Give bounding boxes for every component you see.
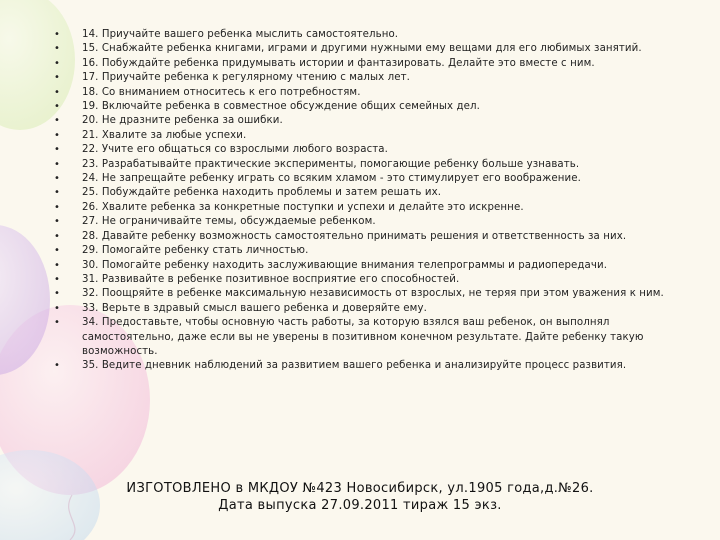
- list-item-text: 27. Не ограничивайте темы, обсуждаемые ребенком.: [82, 216, 376, 228]
- list-item-text: 35. Ведите дневник наблюдений за развитием вашего ребенка и анализируйте процесс развития.: [82, 360, 627, 372]
- bullet-icon: •: [54, 129, 60, 141]
- bullet-icon: •: [54, 72, 60, 84]
- list-item: [52, 28, 692, 42]
- list-item-text: 28. Давайте ребенку возможность самостоятельно принимать решения и ответственность за них.: [82, 230, 627, 242]
- list-item: [52, 129, 692, 143]
- list-item-text: 30. Помогайте ребенку находить заслуживающие внимания телепрограммы и радиопередачи.: [82, 259, 608, 271]
- list-item: [52, 42, 692, 56]
- bullet-icon: •: [54, 57, 60, 69]
- list-item: [52, 158, 692, 172]
- list-item: [52, 186, 692, 200]
- list-item: [52, 114, 692, 128]
- bullet-icon: •: [54, 302, 60, 314]
- list-item-text: 18. Со вниманием относитесь к его потребностям.: [82, 86, 361, 98]
- footer-issue-line: Дата выпуска 27.09.2011 тираж 15 экз.: [218, 498, 502, 513]
- list-item-text: 14. Приучайте вашего ребенка мыслить самостоятельно.: [82, 29, 399, 40]
- bullet-icon: •: [54, 259, 60, 271]
- bullet-icon: •: [54, 317, 60, 329]
- bullet-icon: •: [54, 230, 60, 242]
- list-item: [52, 57, 692, 71]
- bullet-icon: •: [54, 201, 60, 213]
- bullet-icon: •: [54, 43, 60, 55]
- tips-list: [52, 28, 692, 374]
- list-item-text: 20. Не дразните ребенка за ошибки.: [82, 115, 283, 127]
- list-item-text: 32. Поощряйте в ребенке максимальную независимость от взрослых, не теряя при этом уважения к ним.: [82, 288, 664, 300]
- bullet-icon: •: [54, 115, 60, 127]
- list-item: [52, 244, 692, 258]
- footer: [0, 480, 720, 514]
- list-item-text: 31. Развивайте в ребенке позитивное восприятие его способностей.: [82, 273, 460, 285]
- list-item: [52, 215, 692, 229]
- footer-publisher-line: ИЗГОТОВЛЕНО в МКДОУ №423 Новосибирск, ул.1905 года,д.№26.: [126, 481, 594, 496]
- bullet-icon: •: [54, 360, 60, 372]
- list-item-text: 24. Не запрещайте ребенку играть со всяким хламом - это стимулирует его воображение.: [82, 173, 581, 185]
- bullet-icon: •: [54, 144, 60, 156]
- bullet-icon: •: [54, 273, 60, 285]
- list-item: [52, 143, 692, 157]
- list-item: [52, 287, 692, 301]
- list-item-text: 25. Побуждайте ребенка находить проблемы и затем решать их.: [82, 187, 442, 199]
- list-item: [52, 259, 692, 273]
- list-item-text: 23. Разрабатывайте практические эксперименты, помогающие ребенку больше узнавать.: [82, 158, 580, 170]
- list-item: [52, 100, 692, 114]
- bullet-icon: •: [54, 29, 60, 40]
- bullet-icon: •: [54, 187, 60, 199]
- bullet-icon: •: [54, 245, 60, 257]
- list-item: [52, 230, 692, 244]
- list-item-text: 26. Хвалите ребенка за конкретные поступки и успехи и делайте это искренне.: [82, 201, 524, 213]
- list-item: [52, 71, 692, 85]
- bullet-icon: •: [54, 101, 60, 113]
- list-item: [52, 201, 692, 215]
- list-item-text: 15. Снабжайте ребенка книгами, играми и другими нужными ему вещами для его любимых занятий.: [82, 43, 642, 55]
- list-item-text: 16. Побуждайте ребенка придумывать истории и фантазировать. Делайте это вместе с ним.: [82, 57, 595, 69]
- list-item-text: 21. Хвалите за любые успехи.: [82, 129, 247, 141]
- list-item-text: 34. Предоставьте, чтобы основную часть работы, за которую взялся ваш ребенок, он выполнял самостоятельно, даже если вы не уверены в позитивном конечном результате. Дайте ребенку такую возможность.: [82, 317, 644, 357]
- bullet-icon: •: [54, 288, 60, 300]
- list-item: [52, 273, 692, 287]
- list-item-text: 33. Верьте в здравый смысл вашего ребенка и доверяйте ему.: [82, 302, 427, 314]
- bullet-icon: •: [54, 158, 60, 170]
- list-item: [52, 302, 692, 316]
- list-item-text: 19. Включайте ребенка в совместное обсуждение общих семейных дел.: [82, 101, 480, 113]
- list-item: [52, 316, 692, 359]
- list-item-text: 17. Приучайте ребенка к регулярному чтению с малых лет.: [82, 72, 410, 84]
- bullet-icon: •: [54, 173, 60, 185]
- list-item: [52, 86, 692, 100]
- list-item: [52, 172, 692, 186]
- list-item-text: 22. Учите его общаться со взрослыми любого возраста.: [82, 144, 388, 156]
- list-item: [52, 359, 692, 373]
- list-item-text: 29. Помогайте ребенку стать личностью.: [82, 245, 309, 257]
- bullet-icon: •: [54, 86, 60, 98]
- bullet-icon: •: [54, 216, 60, 228]
